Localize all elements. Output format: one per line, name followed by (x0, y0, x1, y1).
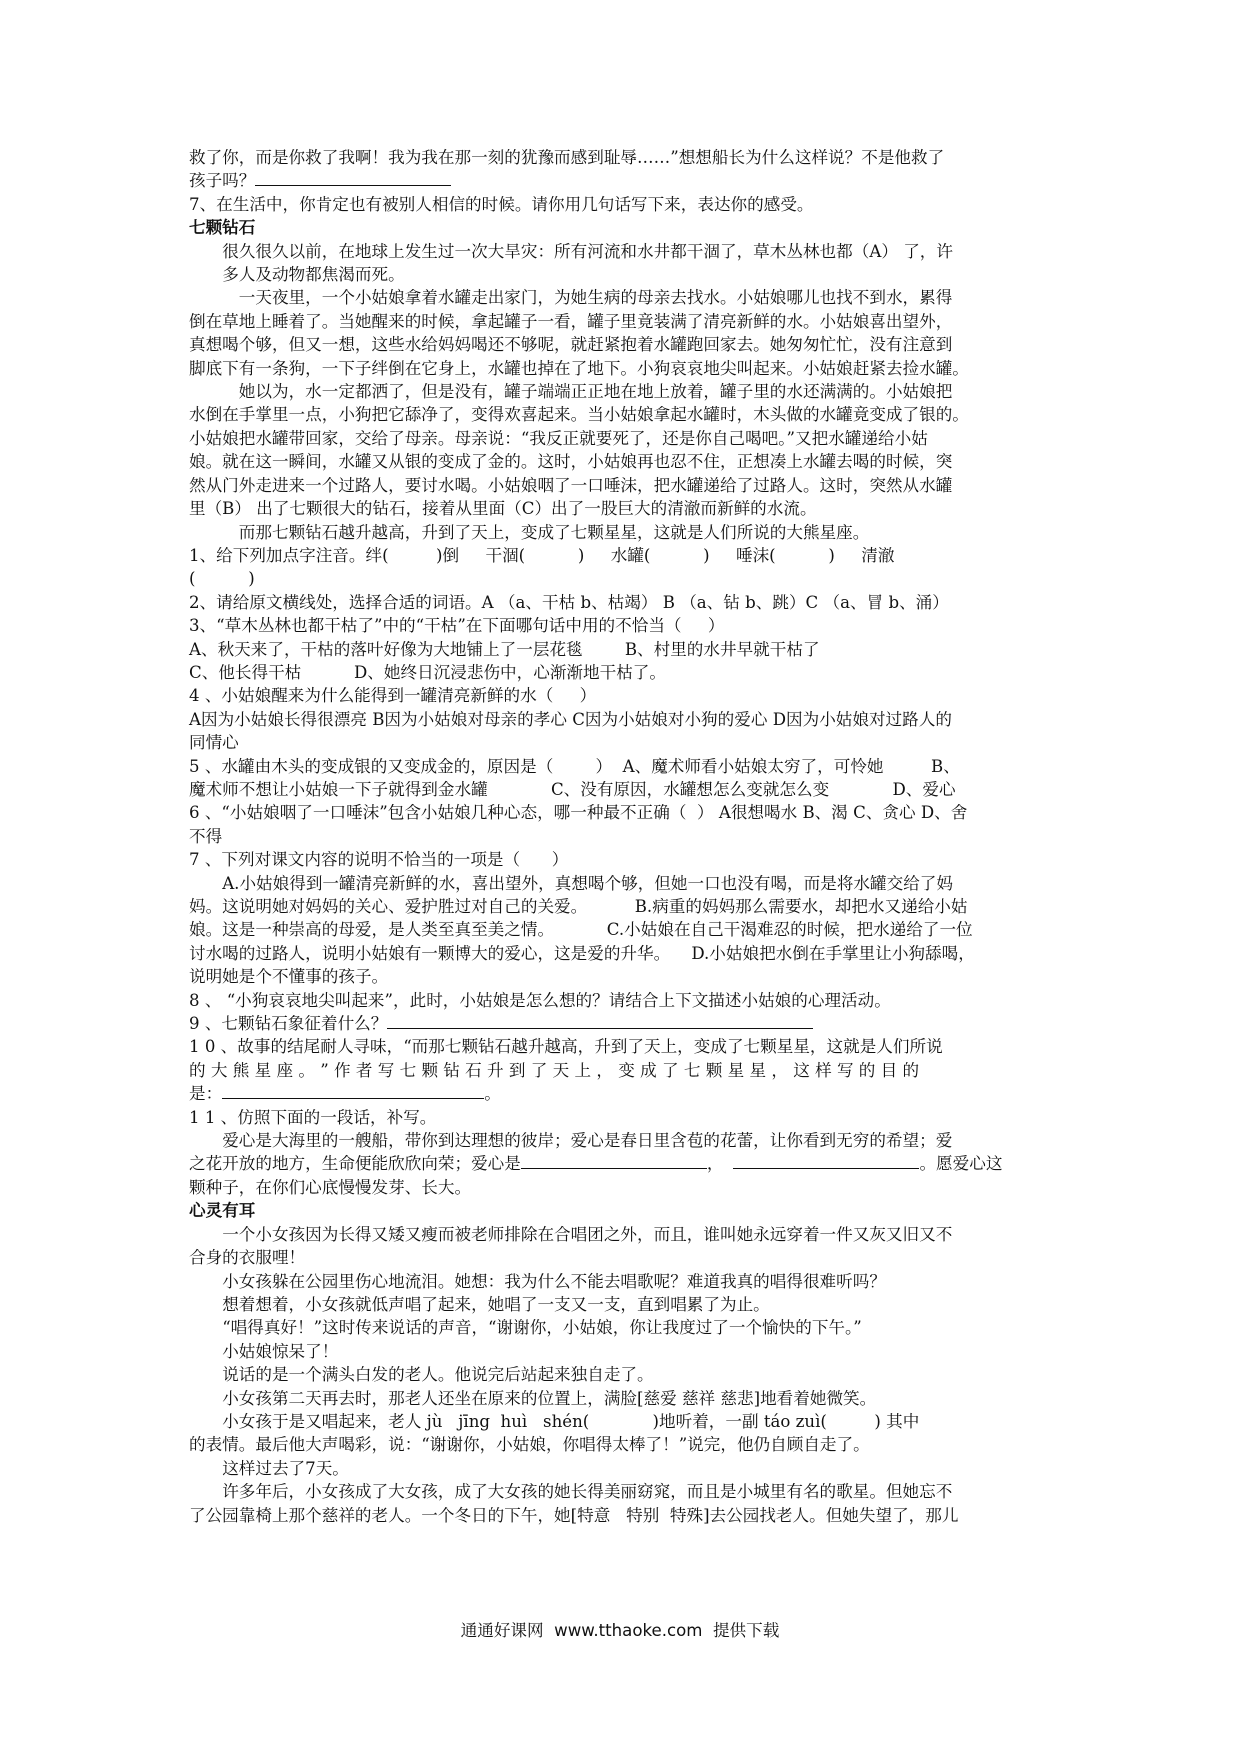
paragraph-line: 爱心是大海里的一艘船，带你到达理想的彼岸；爱心是春日里含苞的花蕾，让你看到无穷的希望；爱 (222, 1131, 953, 1151)
paragraph-line: “唱得真好！”这时传来说话的声音，“谢谢你，小姑娘，你让我度过了一个愉快的下午。” (222, 1318, 862, 1338)
paragraph-line: 小女孩躲在公园里伤心地流泪。她想：我为什么不能去唱歌呢？难道我真的唱得很难听吗？ (222, 1271, 886, 1291)
text-span: 孩子吗？ (189, 171, 256, 191)
question-3: 3、“草木丛林也都干枯了”中的“干枯”在下面哪句话中用的不恰当（ ） (189, 616, 725, 636)
question-7b: 7 、下列对课文内容的说明不恰当的一项是（ ） (189, 850, 569, 870)
paragraph-line: 小姑娘惊呆了！ (222, 1341, 339, 1361)
paragraph-line (189, 1152, 1061, 1175)
question-1-cont: ( ) (189, 569, 255, 589)
answer-blank (255, 169, 451, 186)
question-1: 1、给下列加点字注音。绊( )倒 干涸( ) 水罐( ) 唾沫( ) 清澈 (189, 545, 895, 565)
answer-blank (521, 1152, 707, 1169)
paragraph-line: 倒在草地上睡着了。当她醒来的时候，拿起罐子一看，罐子里竟装满了清亮新鲜的水。小姑娘喜出望外， (189, 311, 953, 331)
question-4-options: A因为小姑娘长得很漂亮 B因为小姑娘对母亲的孝心 C因为小姑娘对小狗的爱心 D因为小姑娘对过路人的 (189, 709, 952, 729)
paragraph-line: 说话的是一个满头白发的老人。他说完后站起来独自走了。 (222, 1365, 654, 1385)
paragraph-line: 然从门外走进来一个过路人，要讨水喝。小姑娘咽了一口唾沫，把水罐递给了过路人。这时，突然从水罐 (189, 475, 953, 495)
paragraph-line: 娘。就在这一瞬间，水罐又从银的变成了金的。这时，小姑娘再也忍不住，正想凑上水罐去喝的时候，突 (189, 452, 953, 472)
paragraph-line: 的表情。最后他大声喝彩，说：“谢谢你，小姑娘，你唱得太棒了！”说完，他仍自顾自走了。 (189, 1435, 870, 1455)
question-7b-options: 妈。这说明她对妈妈的关心、爱护胜过对自己的关爱。 B.病重的妈妈那么需要水，却把水又递给小姑 (189, 897, 968, 916)
text-span: 。愿爱心这 (919, 1154, 1003, 1174)
footer-text: 通通好课网 www.tthaoke.com 提供下载 (460, 1621, 780, 1640)
question-line (189, 169, 1061, 192)
question-2: 2、请给原文横线处，选择合适的词语。A （a、干枯 b、枯竭） B （a、钻 b、跳）C （a、冒 b、涌） (189, 592, 949, 612)
paragraph-line: 合身的衣服哩！ (189, 1248, 306, 1268)
question-5: 5 、水罐由木头的变成银的又变成金的，原因是（ ） A、魔术师看小姑娘太穷了，可怜她 B、 (189, 756, 960, 776)
question-10-cont: 的 大 熊 星 座 。 ” 作 者 写 七 颗 钻 石 升 到 了 天 上 ， 变 成 了 七 颗 星 星 ， 这 样 写 的 目 的 (189, 1060, 920, 1080)
question-6-cont: 不得 (189, 826, 223, 846)
answer-blank (222, 1082, 484, 1099)
question-11: 1 1 、仿照下面的一段话，补写。 (189, 1107, 437, 1127)
document-body (189, 146, 1061, 1527)
paragraph-line: 颗种子，在你们心底慢慢发芽、长大。 (189, 1177, 472, 1197)
question-8: 8 、 “小狗哀哀地尖叫起来”，此时，小姑娘是怎么想的？请结合上下文描述小姑娘的心理活动。 (189, 990, 891, 1010)
paragraph-line: 多人及动物都焦渴而死。 (222, 265, 405, 285)
question-4: 4 、小姑娘醒来为什么能得到一罐清亮新鲜的水（ ） (189, 686, 597, 706)
paragraph-line: 小姑娘把水罐带回家，交给了母亲。母亲说：“我反正就要死了，还是你自己喝吧。”又把水罐递给小姑 (189, 428, 928, 448)
paragraph-line: 很久很久以前，在地球上发生过一次大旱灾：所有河流和水井都干涸了，草木丛林也都（A） 了，许 (222, 241, 953, 261)
paragraph-line: 小女孩于是又唱起来，老人 jù jīng huì shén( )地听着，一副 táo zuì( ) 其中 (222, 1411, 920, 1431)
paragraph-line: 真想喝个够，但又一想，这些水给妈妈喝还不够呢，就赶紧抱着水罐跑回家去。她匆匆忙忙，没有注意到 (189, 335, 953, 355)
text-span: 是： (189, 1084, 223, 1104)
paragraph-line: 而那七颗钻石越升越高，升到了天上，变成了七颗星星，这就是人们所说的大熊星座。 (238, 522, 870, 542)
question-3-options: A、秋天来了，干枯的落叶好像为大地铺上了一层花毯 B、村里的水井早就干枯了 (189, 639, 820, 659)
paragraph-line: 一天夜里，一个小姑娘拿着水罐走出家门，为她生病的母亲去找水。小姑娘哪儿也找不到水，累得 (238, 288, 953, 308)
question-5-options: 魔术师不想让小姑娘一下子就得到金水罐 C、没有原因，水罐想怎么变就怎么变 D、爱心 (189, 779, 956, 799)
section-heading-heart-has-ears: 心灵有耳 (189, 1201, 256, 1221)
text-span: 之花开放的地方，生命便能欣欣向荣；爱心是 (189, 1154, 521, 1174)
paragraph-line: 这样过去了7天。 (222, 1458, 349, 1478)
question-7b-options: A.小姑娘得到一罐清亮新鲜的水，喜出望外，真想喝个够，但她一口也没有喝，而是将水罐交给了妈 (222, 873, 953, 893)
paragraph-line: 她以为，水一定都洒了，但是没有，罐子端端正正地在地上放着，罐子里的水还满满的。小姑娘把 (238, 382, 953, 402)
question-6: 6 、“小姑娘咽了一口唾沫”包含小姑娘几种心态，哪一种最不正确（ ） A很想喝水 B、渴 C、贪心 D、舍 (189, 803, 968, 823)
paragraph-line: 一个小女孩因为长得又矮又瘦而被老师排除在合唱团之外，而且，谁叫她永远穿着一件又灰又旧又不 (222, 1224, 953, 1244)
question-3-options: C、他长得干枯 D、她终日沉浸悲伤中，心渐渐地干枯了。 (189, 662, 666, 682)
question-10-answer (189, 1082, 1061, 1105)
question-7: 7、在生活中，你肯定也有被别人相信的时候。请你用几句话写下来，表达你的感受。 (189, 194, 814, 214)
text-span: 。 (484, 1084, 501, 1104)
text-span: 9 、七颗钻石象征着什么？ (189, 1014, 388, 1034)
answer-blank (387, 1012, 813, 1029)
answer-blank (733, 1152, 919, 1169)
paragraph-line: 里（B） 出了七颗很大的钻石，接着从里面（C）出了一股巨大的清澈而新鲜的水流。 (189, 499, 817, 519)
question-9 (189, 1012, 1061, 1035)
paragraph-line: 水倒在手掌里一点，小狗把它舔净了，变得欢喜起来。当小姑娘拿起水罐时，木头做的水罐竟变成了银的。 (189, 405, 969, 425)
question-4-options: 同情心 (189, 733, 239, 753)
text-line: 救了你，而是你救了我啊！我为我在那一刻的犹豫而感到耻辱……”想想船长为什么这样说？不是他救了 (189, 148, 945, 167)
paragraph-line: 想着想着，小女孩就低声唱了起来，她唱了一支又一支，直到唱累了为止。 (222, 1294, 770, 1314)
section-heading-seven-diamonds: 七颗钻石 (189, 218, 256, 238)
question-7b-options: 讨水喝的过路人，说明小姑娘有一颗博大的爱心，这是爱的升华。 D.小姑娘把水倒在手掌里让小狗舔喝， (189, 943, 975, 963)
paragraph-line: 许多年后，小女孩成了大女孩，成了大女孩的她长得美丽窈窕，而且是小城里有名的歌星。但她忘不 (222, 1482, 953, 1502)
text-span: ， (706, 1154, 724, 1174)
paragraph-line: 小女孩第二天再去时，那老人还坐在原来的位置上，满脸[慈爱 慈祥 慈悲]地看着她微笑。 (222, 1388, 877, 1408)
paragraph-line: 脚底下有一条狗，一下子绊倒在它身上，水罐也掉在了地下。小狗哀哀地尖叫起来。小姑娘赶紧去捡水罐。 (189, 358, 969, 378)
question-7b-options: 娘。这是一种崇高的母爱，是人类至真至美之情。 C.小姑娘在自己干渴难忍的时候，把水递给了一位 (189, 920, 973, 940)
question-10: 1 0 、故事的结尾耐人寻味，“而那七颗钻石越升越高，升到了天上，变成了七颗星星，这就是人们所说 (189, 1037, 943, 1057)
question-7b-options: 说明她是个不懂事的孩子。 (189, 967, 389, 987)
paragraph-line: 了公园靠椅上那个慈祥的老人。一个冬日的下午，她[特意 特别 特殊]去公园找老人。但她失望了，那儿 (189, 1505, 959, 1525)
